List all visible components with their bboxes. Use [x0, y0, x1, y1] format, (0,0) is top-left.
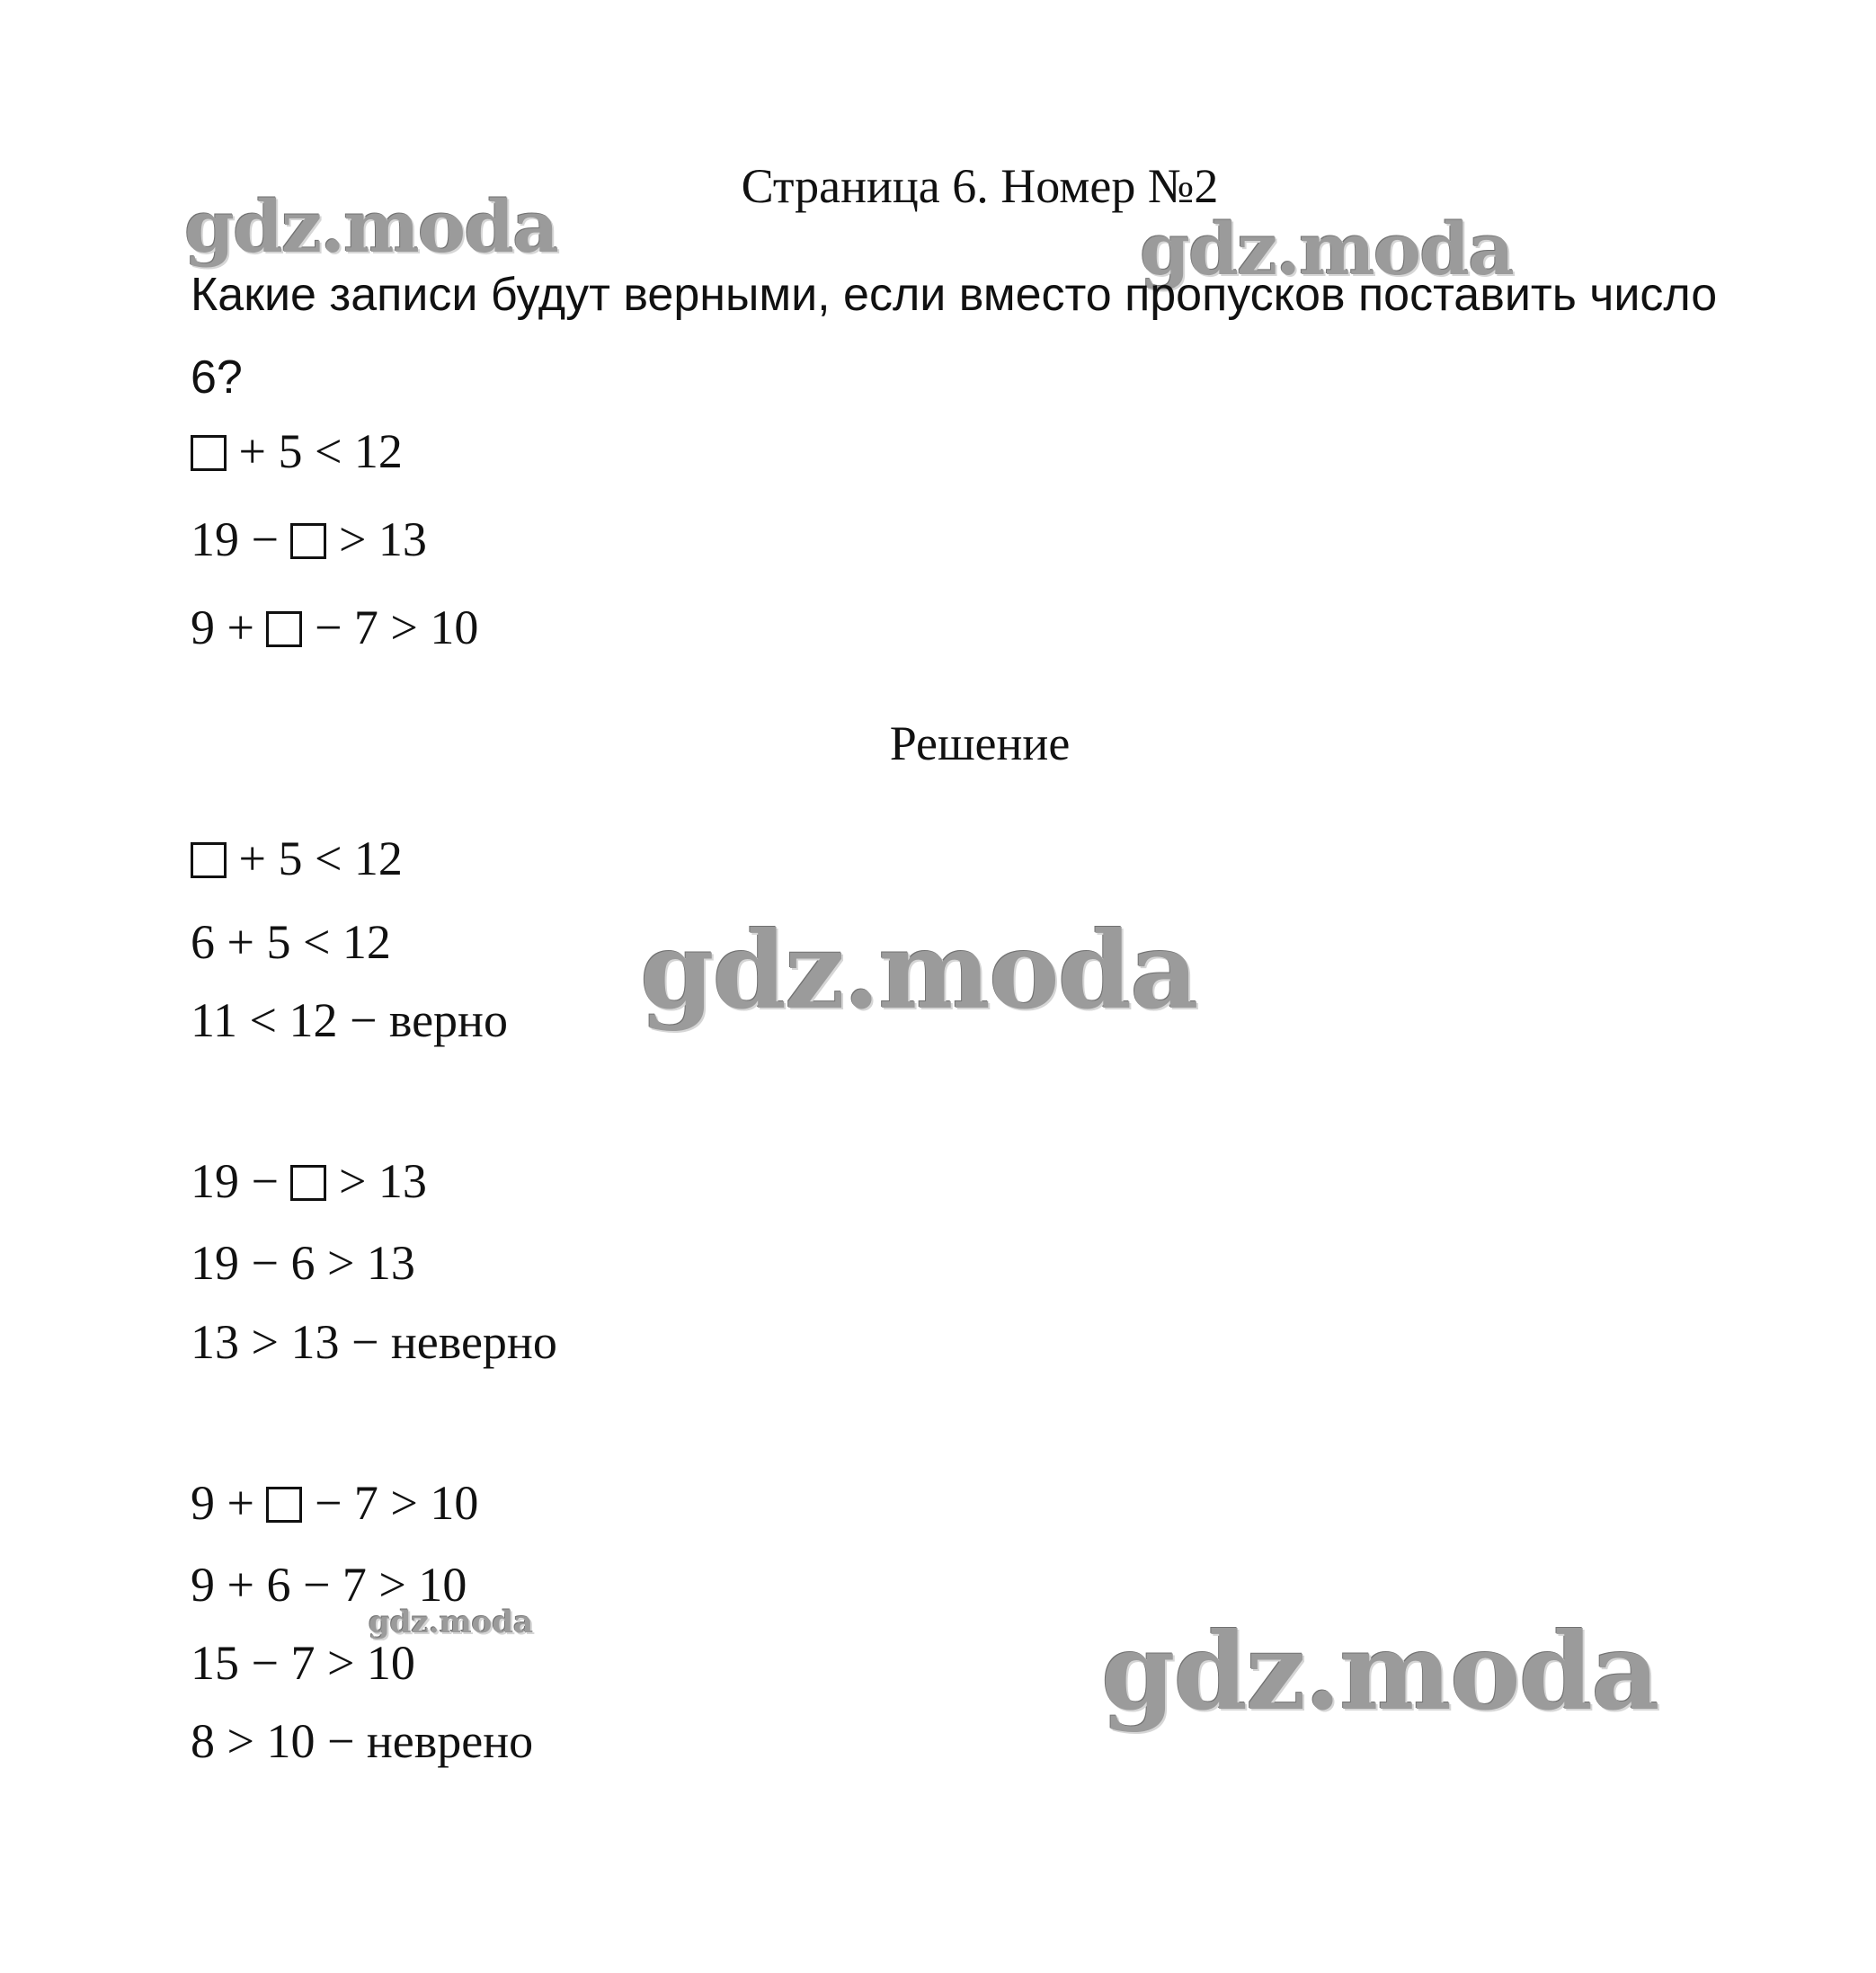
- watermark-logo: gdz.moda: [184, 184, 557, 269]
- task-expression: + 5 < 12: [191, 424, 403, 478]
- watermark-logo: gdz.moda: [1101, 1609, 1658, 1734]
- watermark-logo: gdz.moda: [1140, 207, 1513, 291]
- solution-line: 8 > 10 − неврено: [191, 1714, 534, 1768]
- blank-box: [290, 523, 326, 559]
- blank-box: [266, 1487, 302, 1523]
- solution-line: 15 − 7 > 10: [191, 1636, 415, 1690]
- blank-box: [191, 435, 227, 471]
- watermark-logo: gdz.moda: [369, 1604, 534, 1640]
- solution-line: 9 + 6 − 7 > 10: [191, 1558, 467, 1612]
- blank-box: [266, 611, 302, 647]
- solution-line: 13 > 13 − неверно: [191, 1315, 557, 1369]
- blank-box: [191, 842, 227, 878]
- watermark-logo: gdz.moda: [640, 908, 1197, 1033]
- solution-line: 6 + 5 < 12: [191, 915, 391, 969]
- solution-line: 19 − 6 > 13: [191, 1236, 415, 1290]
- solution-heading: Решение: [889, 716, 1071, 770]
- solution-line: 9 + − 7 > 10: [191, 1476, 479, 1530]
- solution-line: 11 < 12 − верно: [191, 993, 508, 1047]
- page-title: Страница 6. Номер №2: [741, 159, 1219, 213]
- task-expression: 9 + − 7 > 10: [191, 600, 479, 654]
- task-expression: 19 − > 13: [191, 512, 427, 566]
- blank-box: [290, 1165, 326, 1201]
- solution-line: + 5 < 12: [191, 831, 403, 885]
- solution-line: 19 − > 13: [191, 1154, 427, 1208]
- task-question: Какие записи будут верными, если вместо пропусков поставить число 6?: [191, 269, 1718, 404]
